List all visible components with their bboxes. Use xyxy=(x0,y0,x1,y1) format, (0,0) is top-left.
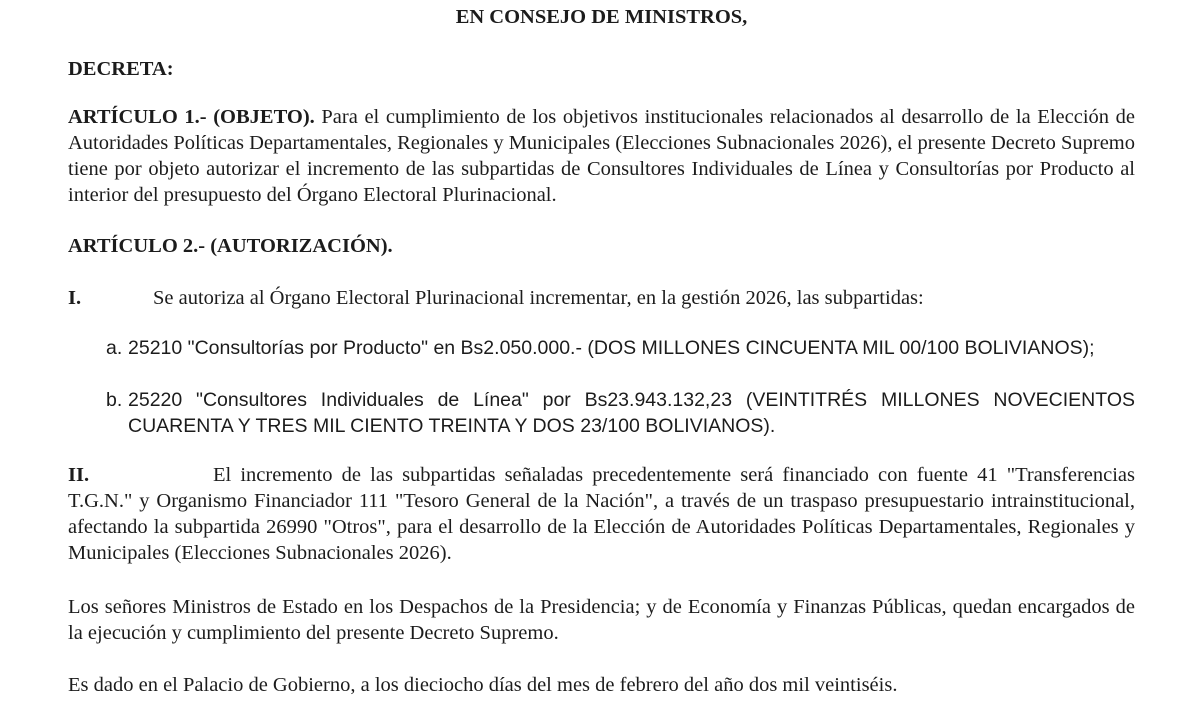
article-2-label: ARTÍCULO 2.- (AUTORIZACIÓN). xyxy=(68,235,393,257)
list-item-marker: b. xyxy=(106,389,123,411)
list-item xyxy=(106,335,1135,361)
article-1-text: Para el cumplimiento de los objetivos institucionales relacionados al desarrollo de la Elección de Autoridades Políticas Departamentales, Regionales y Municipales (Elecciones Subnacionales 2026), el presente Decreto Supremo tiene por objeto autorizar el incremento de las subpartidas de Consultores Individuales de Línea y Consultorías por Producto al interior del presupuesto del Órgano Electoral Plurinacional. xyxy=(68,106,1135,206)
list-item-text: 25210 "Consultorías por Producto" en Bs2.050.000.- (DOS MILLONES CINCUENTA MIL 00/100 BOLIVIANOS); xyxy=(128,337,1095,359)
list-item-text: 25220 "Consultores Individuales de Línea" por Bs23.943.132,23 (VEINTITRÉS MILLONES NOVECIENTOS CUARENTA Y TRES MIL CIENTO TREINTA Y DOS 23/100 BOLIVIANOS). xyxy=(128,389,1135,437)
ministers-paragraph: Los señores Ministros de Estado en los Despachos de la Presidencia; y de Economía y Finanzas Públicas, quedan encargados de la ejecución y cumplimiento del presente Decreto Supremo. xyxy=(68,596,1135,644)
article-2-paragraph-2 xyxy=(68,462,1135,566)
council-heading: EN CONSEJO DE MINISTROS, xyxy=(455,6,748,28)
decreta-heading: DECRETA: xyxy=(68,58,174,80)
list-item-marker: a. xyxy=(106,337,123,359)
article-1-label: ARTÍCULO 1.- (OBJETO). xyxy=(68,106,315,128)
list-item xyxy=(106,387,1135,439)
closing-paragraph: Es dado en el Palacio de Gobierno, a los dieciocho días del mes de febrero del año dos mil veintiséis. xyxy=(68,674,898,696)
paragraph-1-numeral: I. xyxy=(68,287,82,309)
paragraph-2-text: El incremento de las subpartidas señaladas precedentemente será financiado con fuente 41 "Transferencias T.G.N." y Organismo Financiador 111 "Tesoro General de la Nación", a través de un traspaso presupuestario intrainstitucional, afectando la subpartida 26990 "Otros", para el desarrollo de la Elección de Autoridades Políticas Departamentales, Regionales y Municipales (Elecciones Subnacionales 2026). xyxy=(68,464,1135,564)
paragraph-2-numeral: II. xyxy=(68,464,90,486)
article-1 xyxy=(68,104,1135,208)
paragraph-1-text: Se autoriza al Órgano Electoral Plurinacional incrementar, en la gestión 2026, las subpartidas: xyxy=(153,287,924,309)
